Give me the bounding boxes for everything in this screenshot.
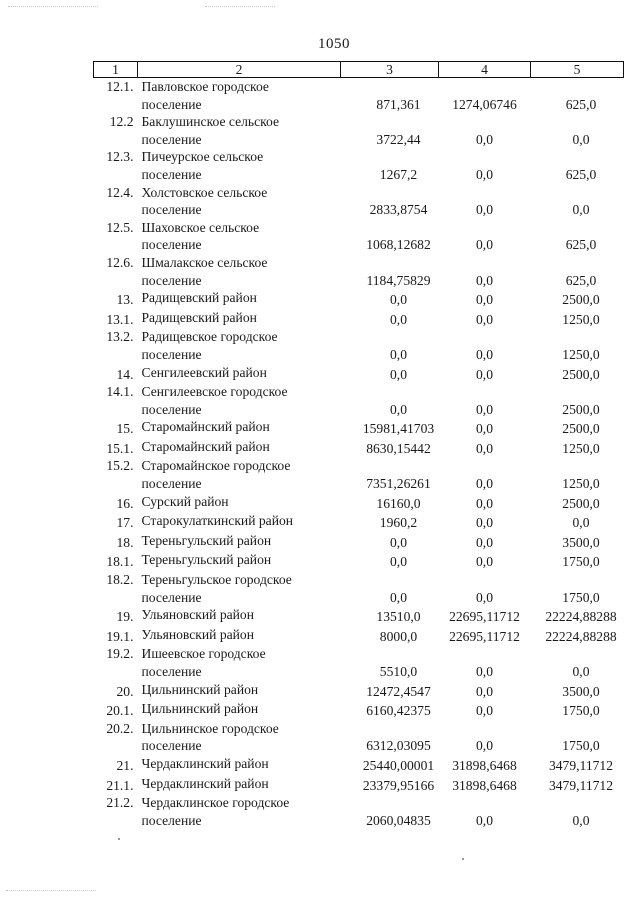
row-name-cell xyxy=(138,309,341,329)
table-row xyxy=(94,755,624,775)
table-row xyxy=(94,571,624,606)
row-number: 12.2 xyxy=(109,114,134,130)
row-name-line2: поселение xyxy=(141,589,202,605)
table-row xyxy=(94,184,624,219)
row-name-line1: Ишеевское городское xyxy=(141,646,266,662)
value-col3: 5510,0 xyxy=(379,664,418,679)
table-header-row xyxy=(94,62,624,78)
header-cell: 5 xyxy=(531,62,624,78)
value-col3: 15981,41703 xyxy=(362,421,435,437)
value-col3: 1068,12682 xyxy=(366,237,431,253)
value-col4: 0,0 xyxy=(476,237,493,253)
table-row xyxy=(94,645,624,680)
value-col4: 0,0 xyxy=(476,440,493,456)
value-col5: 2500,0 xyxy=(562,421,600,437)
row-number: 13. xyxy=(116,292,134,308)
row-number: 14. xyxy=(116,366,134,382)
value-col3: 6160,42375 xyxy=(366,703,431,719)
scan-artifact xyxy=(205,6,275,8)
row-name-cell xyxy=(138,78,341,114)
row-number: 21.2. xyxy=(106,795,134,811)
value-col3: 0,0 xyxy=(390,292,407,308)
value-col3: 0,0 xyxy=(390,589,407,605)
value-col5: 1750,0 xyxy=(562,554,600,570)
value-col4: 0,0 xyxy=(476,401,493,417)
row-name-cell xyxy=(138,571,341,606)
table-row xyxy=(94,113,624,148)
row-name-cell xyxy=(138,457,341,492)
value-col4: 0,0 xyxy=(476,683,493,699)
value-col5: 1250,0 xyxy=(562,476,600,492)
scan-artifact xyxy=(6,890,96,892)
row-number: 21. xyxy=(116,757,134,773)
row-number: 15.2. xyxy=(106,458,134,474)
table-row xyxy=(94,309,624,329)
value-col4: 22695,11712 xyxy=(449,628,520,644)
table-row xyxy=(94,551,624,571)
value-col4: 0,0 xyxy=(476,495,493,511)
value-col4: 0,0 xyxy=(476,421,493,437)
value-col4: 31898,6468 xyxy=(452,777,517,793)
value-col5: 625,0 xyxy=(565,166,597,182)
value-col3: 7351,26261 xyxy=(366,476,431,492)
row-name-line2: поселение xyxy=(141,202,202,218)
value-col4: 0,0 xyxy=(476,515,493,531)
value-col5: 0,0 xyxy=(572,131,590,147)
row-name-line1: Сенгилеевское городское xyxy=(141,384,288,400)
value-col5: 1250,0 xyxy=(562,440,600,456)
value-col4: 0,0 xyxy=(476,664,493,679)
row-name-line2: поселение xyxy=(141,166,202,182)
row-name: Сурский район xyxy=(141,493,229,509)
row-name: Ульяновский район xyxy=(141,607,254,623)
table-row xyxy=(94,364,624,384)
row-name-line2: поселение xyxy=(141,401,202,417)
row-name-line1: Шмалакское сельское xyxy=(141,254,268,270)
row-name: Цильнинский район xyxy=(141,681,259,697)
table-row xyxy=(94,219,624,254)
table-row xyxy=(94,720,624,755)
table-row xyxy=(94,626,624,646)
row-number: 17. xyxy=(116,515,134,531)
row-number: 13.1. xyxy=(106,311,134,327)
table-row xyxy=(94,681,624,701)
row-name-line1: Радищевское городское xyxy=(141,329,278,345)
row-name-line2: поселение xyxy=(141,664,202,679)
value-col5: 2500,0 xyxy=(562,495,600,511)
row-name: Тереньгульский район xyxy=(141,552,272,568)
table-row xyxy=(94,254,624,289)
row-name-cell xyxy=(138,418,341,438)
row-number: 15. xyxy=(116,421,134,437)
row-name-cell xyxy=(138,532,341,552)
value-col3: 2833,8754 xyxy=(369,202,428,218)
value-col3: 6312,03095 xyxy=(366,738,431,754)
row-name: Тереньгульский район xyxy=(141,532,272,548)
row-number: 20.2. xyxy=(106,720,134,736)
row-name-cell xyxy=(138,438,341,458)
value-col4: 0,0 xyxy=(476,202,493,218)
value-col3: 23379,95166 xyxy=(362,777,435,793)
header-cell: 2 xyxy=(138,62,341,78)
table-row xyxy=(94,457,624,492)
row-name-line2: поселение xyxy=(141,738,202,754)
row-name: Сенгилеевский район xyxy=(141,364,267,380)
row-number: 21.1. xyxy=(106,777,134,793)
table-row xyxy=(94,328,624,363)
value-col4: 31898,6468 xyxy=(452,757,517,773)
row-name-line2: поселение xyxy=(141,272,202,288)
row-name-line1: Павловское городское xyxy=(141,79,269,94)
row-number: 12.4. xyxy=(106,184,134,200)
value-col5: 3479,11712 xyxy=(548,757,614,773)
row-number: 20.1. xyxy=(106,703,134,719)
value-col3: 8630,15442 xyxy=(366,440,431,456)
value-col4: 0,0 xyxy=(476,131,493,147)
value-col4: 0,0 xyxy=(476,311,493,327)
header-cell: 4 xyxy=(439,62,531,78)
row-name-line2: поселение xyxy=(141,237,202,253)
row-number: 12.1. xyxy=(106,79,134,94)
value-col4: 0,0 xyxy=(476,366,493,382)
table-row xyxy=(94,383,624,418)
value-col5: 625,0 xyxy=(565,272,597,288)
value-col5: 2500,0 xyxy=(562,401,600,417)
row-name-line1: Баклушинское сельское xyxy=(141,114,280,130)
value-col4: 0,0 xyxy=(476,166,493,182)
value-col5: 2500,0 xyxy=(562,292,600,308)
value-col3: 1184,75829 xyxy=(366,272,431,288)
row-name-line1: Шаховское сельское xyxy=(141,219,260,235)
row-name: Чердаклинский район xyxy=(141,755,269,771)
value-col4: 0,0 xyxy=(476,554,493,570)
row-number: 18. xyxy=(116,534,134,550)
row-name-line2: поселение xyxy=(141,346,202,362)
value-col5: 22224,88288 xyxy=(545,609,617,625)
row-name-cell xyxy=(138,755,341,775)
row-name-line1: Холстовское сельское xyxy=(141,184,268,200)
value-col3: 0,0 xyxy=(390,534,407,550)
row-name-cell xyxy=(138,700,341,720)
value-col5: 625,0 xyxy=(565,96,597,112)
row-name-line2: поселение xyxy=(141,476,202,492)
value-col4: 0,0 xyxy=(476,476,493,492)
row-number: 20. xyxy=(116,683,134,699)
scan-artifact xyxy=(462,858,464,860)
value-col4: 0,0 xyxy=(476,346,493,362)
row-name-cell xyxy=(138,512,341,532)
value-col5: 2500,0 xyxy=(562,366,600,382)
row-name: Старомайнский район xyxy=(141,438,270,454)
row-number: 12.6. xyxy=(106,254,134,270)
table-row xyxy=(94,775,624,795)
table-row xyxy=(94,289,624,309)
value-col5: 0,0 xyxy=(572,812,590,828)
value-col5: 3500,0 xyxy=(562,683,600,699)
value-col5: 0,0 xyxy=(572,202,590,218)
value-col3: 871,361 xyxy=(376,96,421,112)
value-col4: 0,0 xyxy=(476,292,493,308)
row-name: Старомайнский район xyxy=(141,419,270,435)
row-number: 19.2. xyxy=(106,646,134,662)
row-name-cell xyxy=(138,219,341,254)
row-name-cell xyxy=(138,254,341,289)
row-name: Старокулаткинский район xyxy=(141,513,294,529)
row-name: Ульяновский район xyxy=(141,626,254,642)
row-number: 12.3. xyxy=(106,149,134,165)
table-row xyxy=(94,606,624,626)
row-name: Чердаклинский район xyxy=(141,775,269,791)
value-col5: 1750,0 xyxy=(562,738,600,754)
row-name-cell xyxy=(138,184,341,219)
row-number: 12.5. xyxy=(106,219,134,235)
table-row xyxy=(94,794,624,829)
value-col4: 1274,06746 xyxy=(452,96,517,112)
row-number: 15.1. xyxy=(106,440,134,456)
row-name-cell xyxy=(138,551,341,571)
table-row xyxy=(94,148,624,183)
value-col4: 0,0 xyxy=(476,272,493,288)
row-name-line1: Цильнинское городское xyxy=(141,720,279,736)
value-col3: 1960,2 xyxy=(379,515,418,531)
row-number: 19.1. xyxy=(106,628,134,644)
value-col4: 0,0 xyxy=(476,589,493,605)
value-col5: 1250,0 xyxy=(562,346,600,362)
value-col3: 8000,0 xyxy=(379,628,418,644)
row-name-line1: Пичеурское сельское xyxy=(141,149,264,165)
value-col5: 3500,0 xyxy=(562,534,600,550)
value-col3: 3722,44 xyxy=(376,131,421,147)
row-name: Цильнинский район xyxy=(141,701,259,717)
data-table xyxy=(93,61,624,829)
table-row xyxy=(94,493,624,513)
row-name-cell xyxy=(138,775,341,795)
value-col3: 1267,2 xyxy=(379,166,418,182)
table-row xyxy=(94,512,624,532)
row-name-line1: Тереньгульское городское xyxy=(141,572,292,588)
scan-artifact xyxy=(8,6,98,8)
row-number: 18.2. xyxy=(106,572,134,588)
row-name-line2: поселение xyxy=(141,812,202,828)
row-number: 18.1. xyxy=(106,554,134,570)
value-col4: 22695,11712 xyxy=(449,609,520,625)
value-col3: 25440,00001 xyxy=(362,757,435,773)
row-name-cell xyxy=(138,148,341,183)
row-name: Радищевский район xyxy=(141,309,257,325)
value-col3: 0,0 xyxy=(390,346,407,362)
row-name-cell xyxy=(138,794,341,829)
value-col3: 0,0 xyxy=(390,366,407,382)
value-col5: 1750,0 xyxy=(562,703,600,719)
value-col4: 0,0 xyxy=(476,534,493,550)
row-name-cell xyxy=(138,626,341,646)
value-col5: 22224,88288 xyxy=(545,628,617,644)
value-col4: 0,0 xyxy=(476,703,493,719)
table-body xyxy=(94,78,624,830)
header-cell: 3 xyxy=(341,62,439,78)
value-col5: 0,0 xyxy=(572,664,590,679)
row-name-cell xyxy=(138,289,341,309)
row-name-line1: Чердаклинское городское xyxy=(141,795,290,811)
value-col3: 16160,0 xyxy=(376,495,421,511)
table-row xyxy=(94,700,624,720)
value-col5: 1250,0 xyxy=(562,311,600,327)
row-name-cell xyxy=(138,720,341,755)
value-col3: 13510,0 xyxy=(376,609,421,625)
row-number: 13.2. xyxy=(106,329,134,345)
value-col3: 0,0 xyxy=(390,401,407,417)
row-name-cell xyxy=(138,493,341,513)
row-name-cell xyxy=(138,606,341,626)
row-name-cell xyxy=(138,681,341,701)
value-col3: 0,0 xyxy=(390,311,407,327)
page-number: 1050 xyxy=(318,36,350,52)
table-row xyxy=(94,78,624,114)
row-name: Радищевский район xyxy=(141,290,257,306)
scan-artifact xyxy=(118,838,120,840)
value-col5: 625,0 xyxy=(565,237,597,253)
table-row xyxy=(94,438,624,458)
row-name-cell xyxy=(138,383,341,418)
row-name-cell xyxy=(138,328,341,363)
row-name-cell xyxy=(138,645,341,680)
row-name-cell xyxy=(138,364,341,384)
table-row xyxy=(94,532,624,552)
row-name-line2: поселение xyxy=(141,131,202,147)
value-col4: 0,0 xyxy=(476,738,493,754)
row-number: 19. xyxy=(116,609,134,625)
value-col5: 3479,11712 xyxy=(548,777,614,793)
value-col3: 0,0 xyxy=(390,554,407,570)
row-name-cell xyxy=(138,113,341,148)
table-row xyxy=(94,418,624,438)
row-number: 14.1. xyxy=(106,384,134,400)
row-name-line2: поселение xyxy=(141,96,202,112)
value-col3: 12472,4547 xyxy=(366,683,431,699)
value-col5: 0,0 xyxy=(572,515,590,531)
value-col4: 0,0 xyxy=(476,812,493,828)
value-col3: 2060,04835 xyxy=(366,812,431,828)
value-col5: 1750,0 xyxy=(562,589,600,605)
row-number: 16. xyxy=(116,495,134,511)
row-name-line1: Старомайнское городское xyxy=(141,458,291,474)
header-cell: 1 xyxy=(94,62,138,78)
